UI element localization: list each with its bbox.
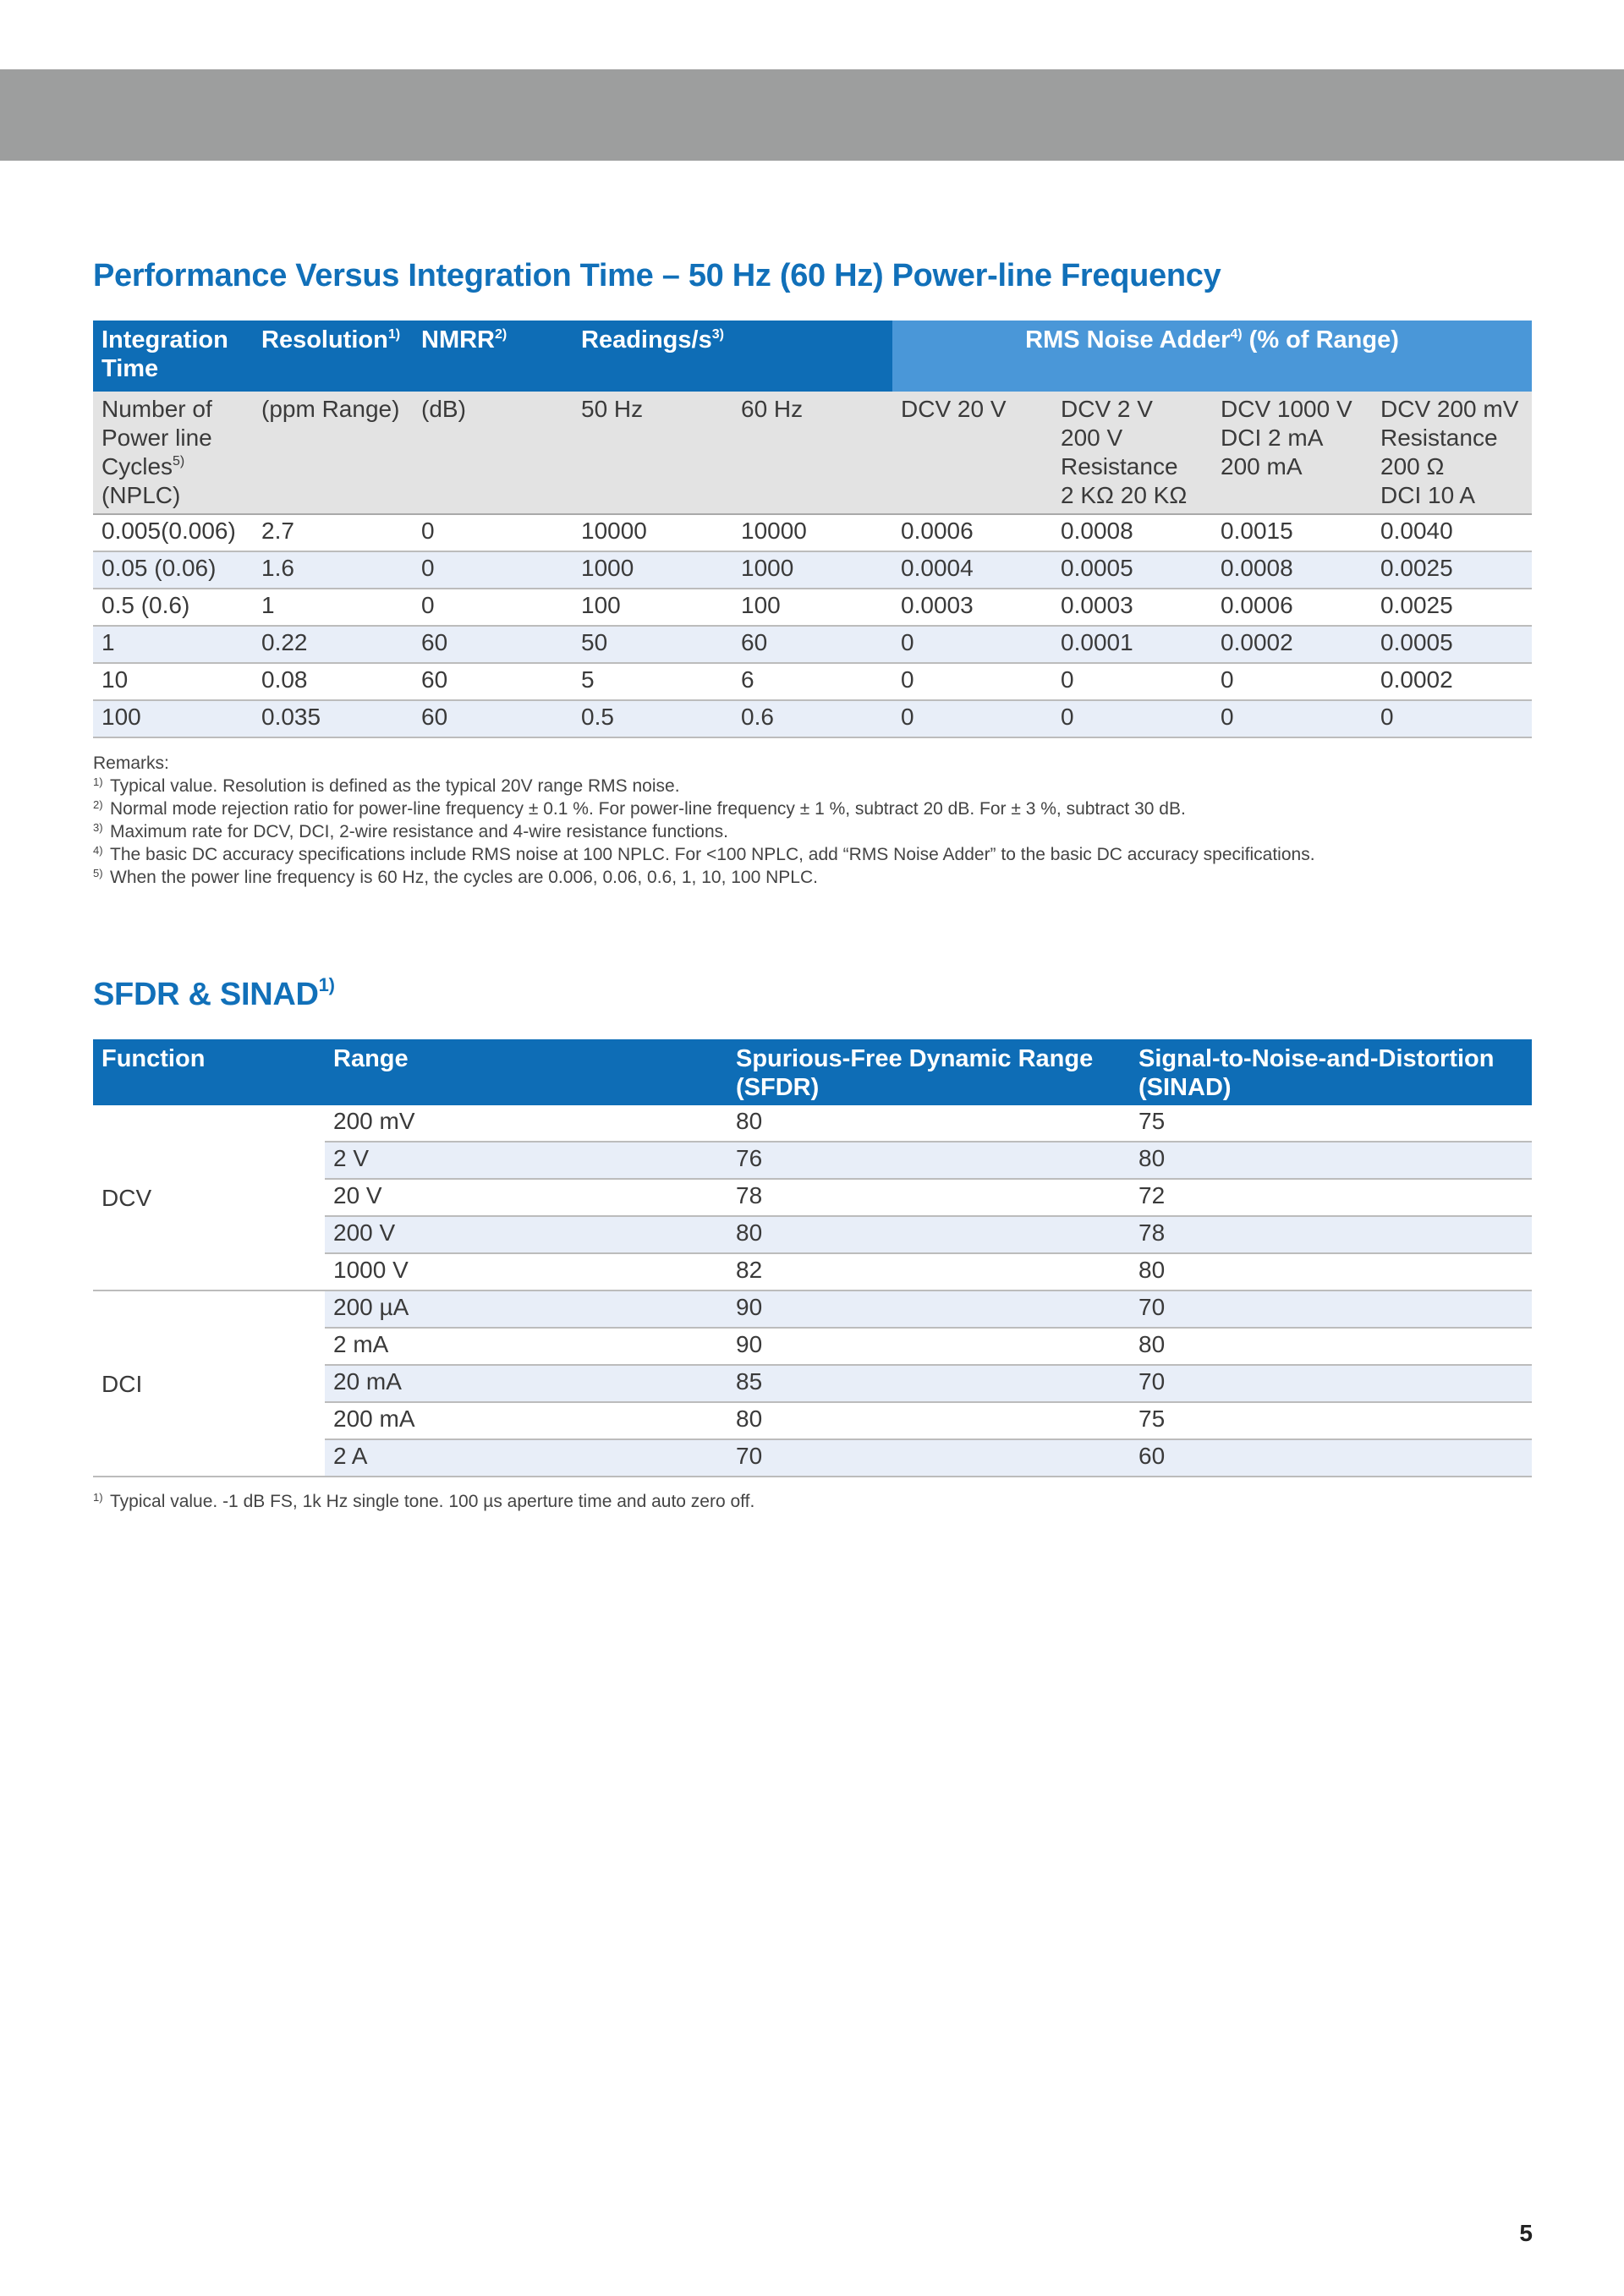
table-cell: 70	[727, 1439, 1130, 1477]
header-nmrr: NMRR$^{2)}$	[413, 321, 573, 392]
table-cell: 1	[93, 626, 253, 663]
table-cell: 1000	[573, 551, 732, 589]
table-cell: 0.0004	[892, 551, 1052, 589]
subheader-db: (dB)	[413, 392, 573, 514]
table-cell: 0.0015	[1212, 514, 1372, 551]
subheader-ppm: (ppm Range)	[253, 392, 413, 514]
table-cell: 100	[573, 589, 732, 626]
header-integration-time: Integration Time	[93, 321, 253, 392]
table-cell: 1	[253, 589, 413, 626]
table-cell: 0.22	[253, 626, 413, 663]
subheader-dcv20v: DCV 20 V	[892, 392, 1052, 514]
function-dci: DCI	[93, 1290, 325, 1477]
table-row	[93, 626, 1532, 663]
table-cell: 0	[892, 700, 1052, 737]
table-cell: 1000 V	[325, 1253, 727, 1290]
table-cell: 0.0003	[892, 589, 1052, 626]
table-cell: 70	[1130, 1365, 1532, 1402]
sfdr-title: SFDR & SINAD$^{1)}$	[93, 974, 335, 1012]
table-cell: 200 µA	[325, 1290, 727, 1328]
table-cell: 0	[1372, 700, 1532, 737]
table-cell: 0.5	[573, 700, 732, 737]
performance-header-row	[93, 321, 1532, 392]
table-cell: 0.0008	[1212, 551, 1372, 589]
table-cell: 60	[413, 663, 573, 700]
subheader-dcv2v: DCV 2 V 200 V Resistance 2 KΩ 20 KΩ	[1052, 392, 1212, 514]
table-cell: 0	[413, 589, 573, 626]
table-cell: 0.0025	[1372, 589, 1532, 626]
table-cell: 200 mA	[325, 1402, 727, 1439]
table-cell: 70	[1130, 1290, 1532, 1328]
table-cell: 80	[727, 1105, 1130, 1142]
table-cell: 0.0002	[1372, 663, 1532, 700]
table-cell: 72	[1130, 1179, 1532, 1216]
table-cell: 0.0006	[892, 514, 1052, 551]
header-rms-noise-adder: RMS Noise Adder$^{4)}$ (% of Range)	[892, 321, 1532, 392]
table-cell: 5	[573, 663, 732, 700]
table-cell: 76	[727, 1142, 1130, 1179]
table-cell: 0	[1212, 700, 1372, 737]
header-function: Function	[93, 1039, 325, 1105]
table-cell: 200 mV	[325, 1105, 727, 1142]
sfdr-header-row	[93, 1039, 1532, 1105]
table-cell: 1000	[732, 551, 892, 589]
table-cell: 0	[892, 626, 1052, 663]
table-cell: 60	[732, 626, 892, 663]
table-cell: 0	[1212, 663, 1372, 700]
remarks-heading: Remarks:	[93, 753, 169, 773]
table-cell: 2 mA	[325, 1328, 727, 1365]
table-row	[93, 551, 1532, 589]
header-range: Range	[325, 1039, 727, 1105]
table-cell: 0.0002	[1212, 626, 1372, 663]
table-cell: 0	[413, 551, 573, 589]
sfdr-table	[93, 1039, 1532, 1477]
table-row	[93, 1290, 1532, 1328]
table-cell: 10	[93, 663, 253, 700]
subheader-60hz: 60 Hz	[732, 392, 892, 514]
table-cell: 200 V	[325, 1216, 727, 1253]
table-cell: 60	[1130, 1439, 1532, 1477]
performance-title: Performance Versus Integration Time – 50 Hz (60 Hz) Power-line Frequency	[93, 258, 1221, 293]
table-cell: 60	[413, 700, 573, 737]
table-cell: 80	[1130, 1253, 1532, 1290]
table-cell: 0.005(0.006)	[93, 514, 253, 551]
table-cell: 85	[727, 1365, 1130, 1402]
table-cell: 0.0003	[1052, 589, 1212, 626]
table-cell: 78	[1130, 1216, 1532, 1253]
table-cell: 0.035	[253, 700, 413, 737]
remarks	[93, 752, 1548, 889]
performance-table	[93, 321, 1532, 738]
table-cell: 0	[413, 514, 573, 551]
table-cell: 0.0025	[1372, 551, 1532, 589]
table-cell: 20 V	[325, 1179, 727, 1216]
remark-item: 5) When the power line frequency is 60 Hz, the cycles are 0.006, 0.06, 0.6, 1, 10, 100 NPLC.	[93, 867, 818, 887]
remark-item: 2) Normal mode rejection ratio for power-line frequency ± 0.1 %. For power-line frequency ± 1 %, subtract 20 dB. For ± 3 %, subtract 30 dB.	[93, 798, 1186, 819]
table-cell: 78	[727, 1179, 1130, 1216]
table-cell: 20 mA	[325, 1365, 727, 1402]
table-cell: 0.0006	[1212, 589, 1372, 626]
table-cell: 0	[1052, 700, 1212, 737]
table-cell: 80	[727, 1402, 1130, 1439]
table-cell: 0.0001	[1052, 626, 1212, 663]
header-resolution: Resolution$^{1)}$	[253, 321, 413, 392]
table-row	[93, 514, 1532, 551]
table-cell: 80	[1130, 1328, 1532, 1365]
table-cell: 80	[727, 1216, 1130, 1253]
subheader-nplc: Number of Power line Cycles$^{5)}$ (NPLC)	[93, 392, 253, 514]
table-cell: 75	[1130, 1105, 1532, 1142]
table-cell: 50	[573, 626, 732, 663]
table-cell: 0.0005	[1372, 626, 1532, 663]
page-number: 5	[1519, 2220, 1533, 2246]
remark-item: 4) The basic DC accuracy specifications include RMS noise at 100 NPLC. For <100 NPLC, add “RMS Noise Adder” to the basic DC accuracy specifications.	[93, 844, 1315, 864]
header-readings: Readings/$s^{3)}$	[573, 321, 892, 392]
table-cell: 10000	[573, 514, 732, 551]
sfdr-footnote: 1) Typical value. -1 dB FS, 1k Hz single tone. 100 µs aperture time and auto zero off.	[93, 1491, 755, 1511]
table-cell: 60	[413, 626, 573, 663]
header-sfdr: Spurious-Free Dynamic Range (SFDR)	[727, 1039, 1130, 1105]
table-cell: 75	[1130, 1402, 1532, 1439]
performance-subheader-row	[93, 392, 1532, 514]
table-cell: 2 A	[325, 1439, 727, 1477]
table-cell: 0.0005	[1052, 551, 1212, 589]
table-row	[93, 663, 1532, 700]
table-cell: 90	[727, 1328, 1130, 1365]
table-cell: 100	[93, 700, 253, 737]
table-cell: 6	[732, 663, 892, 700]
table-cell: 0.6	[732, 700, 892, 737]
remark-item: 1) Typical value. Resolution is defined as the typical 20V range RMS noise.	[93, 775, 680, 796]
table-cell: 100	[732, 589, 892, 626]
table-cell: 82	[727, 1253, 1130, 1290]
subheader-dcv200mv: DCV 200 mV Resistance 200 Ω DCI 10 A	[1372, 392, 1532, 514]
table-row	[93, 589, 1532, 626]
table-cell: 80	[1130, 1142, 1532, 1179]
table-cell: 2 V	[325, 1142, 727, 1179]
table-cell: 10000	[732, 514, 892, 551]
table-cell: 2.7	[253, 514, 413, 551]
header-sinad: Signal-to-Noise-and-Distortion (SINAD)	[1130, 1039, 1532, 1105]
table-cell: 0.0008	[1052, 514, 1212, 551]
subheader-dcv1000v: DCV 1000 V DCI 2 mA 200 mA	[1212, 392, 1372, 514]
table-row	[93, 700, 1532, 737]
subheader-50hz: 50 Hz	[573, 392, 732, 514]
table-cell: 90	[727, 1290, 1130, 1328]
table-cell: 0	[1052, 663, 1212, 700]
table-row	[93, 1105, 1532, 1142]
remark-item: 3) Maximum rate for DCV, DCI, 2-wire resistance and 4-wire resistance functions.	[93, 821, 728, 841]
table-cell: 0.05 (0.06)	[93, 551, 253, 589]
table-cell: 0.5 (0.6)	[93, 589, 253, 626]
header-bar	[0, 69, 1624, 161]
table-cell: 0	[892, 663, 1052, 700]
table-cell: 0.0040	[1372, 514, 1532, 551]
function-dcv: DCV	[93, 1105, 325, 1290]
table-cell: 0.08	[253, 663, 413, 700]
table-cell: 1.6	[253, 551, 413, 589]
